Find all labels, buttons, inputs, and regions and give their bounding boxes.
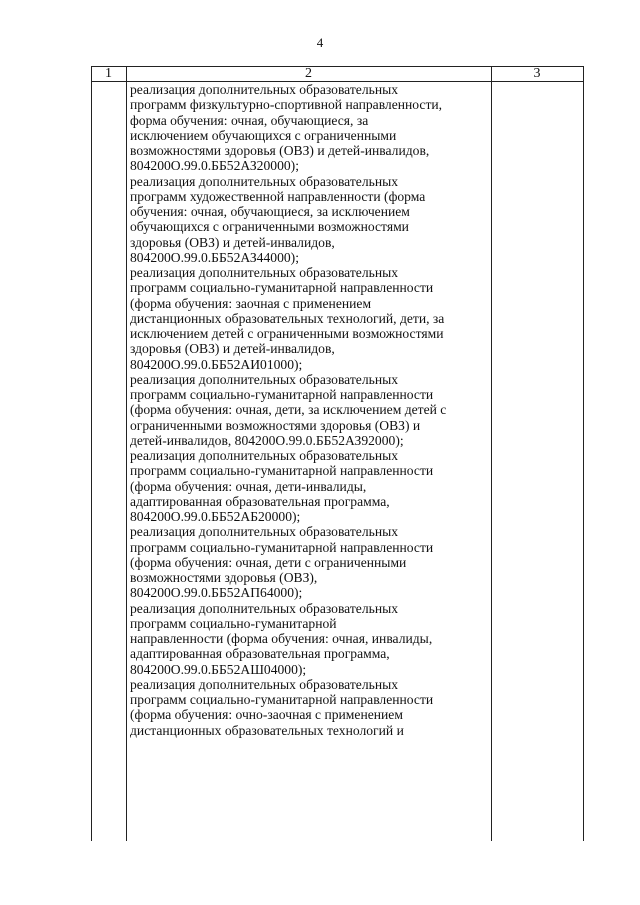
column-header-3: 3 [533,66,541,81]
table-border-right [583,67,584,841]
service-paragraph: реализация дополнительных образовательных программ социально-гуманитарной направленности (форма обучения: очно-заочная с применением дистанционных образовательных технологий и [130,676,434,738]
table-border-left [91,67,92,841]
service-paragraph: реализация дополнительных образовательных программ социально-гуманитарной направленности (форма обучения: заочная с применением дистанционных образовательных технологий, дети, за исключением детей с ограниченными возможностями здоровья (ОВЗ) и детей-инвалидов, 804200О.99.0.ББ52АИ01000); [130,265,445,372]
services-table [91,66,584,841]
column-header-1: 1 [105,66,112,81]
service-paragraph: реализация дополнительных образовательных программ художественной направленности (форма обучения: очная, обучающиеся, за исключением обучающихся с ограниченными возможностями здоровья (ОВЗ) и детей-инвалидов, 804200О.99.0.ББ52АЗ44000); [130,173,426,265]
service-description-cell [130,82,488,738]
column-divider-1 [126,67,127,841]
table-header-row [91,67,584,82]
column-divider-2 [491,67,492,841]
column-header-2: 2 [305,66,312,81]
service-paragraph: реализация дополнительных образовательных программ социально-гуманитарной направленности (форма обучения: очная, дети с ограниченными возможностями здоровья (ОВЗ), 804200О.99.0.ББ52АП64000); [130,524,434,601]
service-paragraph: реализация дополнительных образовательных программ социально-гуманитарной направленности (форма обучения: очная, дети-инвалиды, адаптированная образовательная программа, 804200О.99.0.ББ52АБ20000); [130,448,434,524]
service-paragraph: реализация дополнительных образовательных программ социально-гуманитарной направленности (форма обучения: очная, дети, за исключением детей с ограниченными возможностями здоровья (ОВЗ) и детей-инвалидов, 804200О.99.0.ББ52АЗ92000); [130,371,447,448]
service-paragraph: реализация дополнительных образовательных программ социально-гуманитарной направленности (форма обучения: очная, инвалиды, адаптированная образовательная программа, 804200О.99.0.ББ52АШ04000); [130,600,433,677]
page-number: 4 [316,35,324,50]
service-paragraph: реализация дополнительных образовательных программ физкультурно-спортивной направленности, форма обучения: очная, обучающиеся, за исключением обучающихся с ограниченными возможностями здоровья (ОВЗ) и детей-инвалидов, 804200О.99.0.ББ52АЗ20000); [130,82,443,174]
